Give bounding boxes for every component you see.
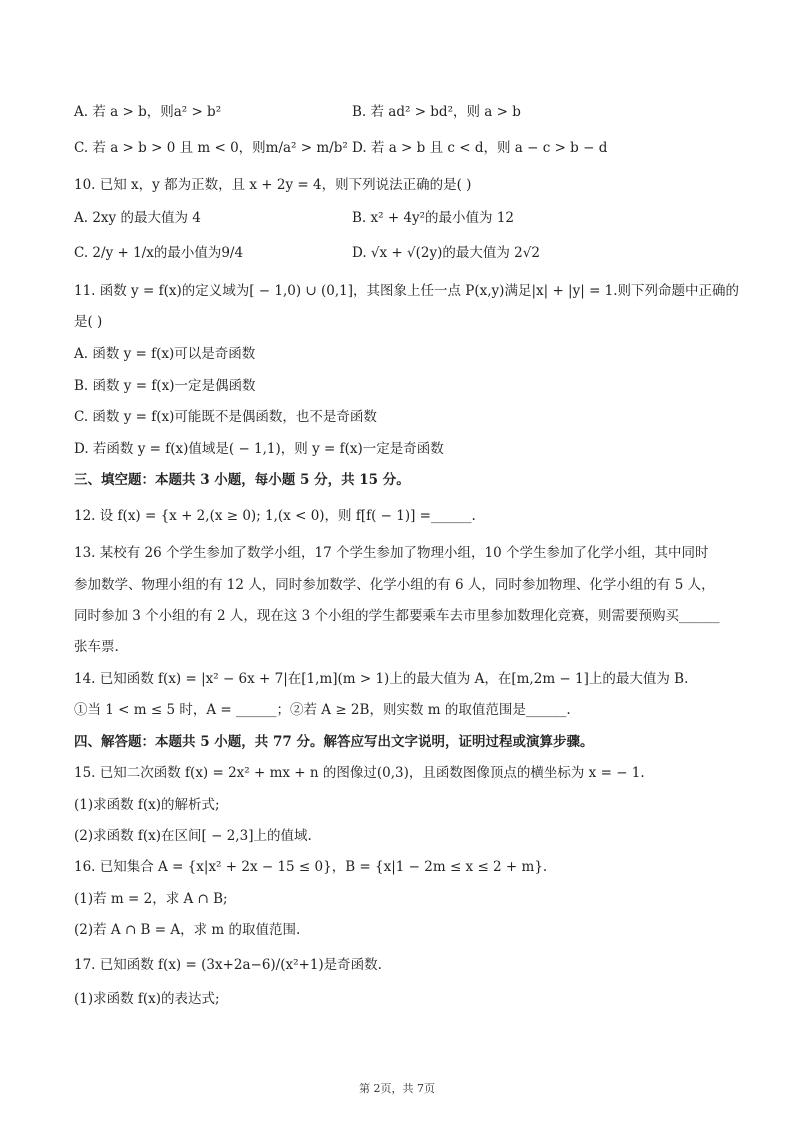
- text-line-q11: 11. 函数 y = f(x)的定义域为[ − 1,0) ∪ (0,1]，其图象上任一点 P(x,y)满足|x| + |y| = 1.则下列命题中正确的: [74, 283, 740, 299]
- text-line-q16a: (1)若 m = 2，求 A ∩ B;: [74, 891, 228, 907]
- text-line-q13l3: 同时参加 3 个小组的有 2 人，现在这 3 个小组的学生都要乘车去市里参加数理化竞赛，则需要预购买______: [74, 608, 720, 624]
- page-footer: 第 2页，共 7页: [359, 1082, 435, 1095]
- text-line-q10: 10. 已知 x，y 都为正数，且 x + 2y = 4，则下列说法正确的是( ): [74, 177, 472, 193]
- text-line-q11cont: 是( ): [74, 314, 103, 330]
- text-line-q9c: C. 若 a > b > 0 且 m < 0，则m/a² > m/b²: [74, 140, 348, 156]
- text-line-q9b: B. 若 ad² > bd²，则 a > b: [352, 104, 521, 120]
- text-line-q15a: (1)求函数 f(x)的解析式;: [74, 797, 220, 813]
- text-line-q14l1: 14. 已知函数 f(x) = |x² − 6x + 7|在[1,m](m > 1)上的最大值为 A，在[m,2m − 1]上的最大值为 B.: [74, 671, 689, 687]
- text-line-q13l2: 参加数学、物理小组的有 12 人，同时参加数学、化学小组的有 6 人，同时参加物理、化学小组的有 5 人，: [74, 577, 715, 593]
- text-line-q17a: (1)求函数 f(x)的表达式;: [74, 991, 220, 1007]
- text-line-q16b: (2)若 A ∩ B = A，求 m 的取值范围.: [74, 922, 301, 938]
- text-line-q15b: (2)求函数 f(x)在区间[ − 2,3]上的值域.: [74, 828, 312, 844]
- text-line-q9d: D. 若 a > b 且 c < d，则 a − c > b − d: [352, 140, 608, 156]
- text-line-q12: 12. 设 f(x) = {x + 2,(x ≥ 0); 1,(x < 0)，则 f[f( − 1)] =______.: [74, 508, 476, 524]
- text-line-q11a: A. 函数 y = f(x)可以是奇函数: [74, 346, 256, 362]
- text-line-q10b: B. x² + 4y²的最小值为 12: [352, 210, 515, 226]
- text-line-q11d: D. 若函数 y = f(x)值域是( − 1,1)，则 y = f(x)一定是奇函数: [74, 441, 444, 457]
- text-line-q13l1: 13. 某校有 26 个学生参加了数学小组，17 个学生参加了物理小组，10 个学生参加了化学小组，其中同时: [74, 545, 709, 561]
- text-line-sec3: 三、填空题：本题共 3 小题，每小题 5 分，共 15 分。: [74, 472, 410, 488]
- text-line-q11c: C. 函数 y = f(x)可能既不是偶函数，也不是奇函数: [74, 409, 377, 425]
- text-line-q16: 16. 已知集合 A = {x|x² + 2x − 15 ≤ 0}，B = {x|1 − 2m ≤ x ≤ 2 + m}.: [74, 859, 548, 875]
- text-line-q14l2: ①当 1 < m ≤ 5 时，A = ______；②若 A ≥ 2B，则实数 m 的取值范围是______.: [74, 702, 571, 718]
- text-line-q15: 15. 已知二次函数 f(x) = 2x² + mx + n 的图像过(0,3)，且函数图像顶点的横坐标为 x = − 1.: [74, 765, 645, 781]
- text-line-q9a: A. 若 a > b，则a² > b²: [74, 104, 222, 120]
- text-line-q13l4: 张车票.: [74, 639, 119, 655]
- text-line-q11b: B. 函数 y = f(x)一定是偶函数: [74, 378, 256, 394]
- text-line-q10c: C. 2/y + 1/x的最小值为9/4: [74, 245, 244, 261]
- text-line-q10a: A. 2xy 的最大值为 4: [74, 210, 201, 226]
- text-line-q10d: D. √x + √(2y)的最大值为 2√2: [352, 245, 540, 261]
- text-line-sec4: 四、解答题：本题共 5 小题，共 77 分。解答应写出文字说明，证明过程或演算步骤。: [74, 734, 594, 750]
- text-line-q17: 17. 已知函数 f(x) = (3x+2a−6)/(x²+1)是奇函数.: [74, 957, 382, 973]
